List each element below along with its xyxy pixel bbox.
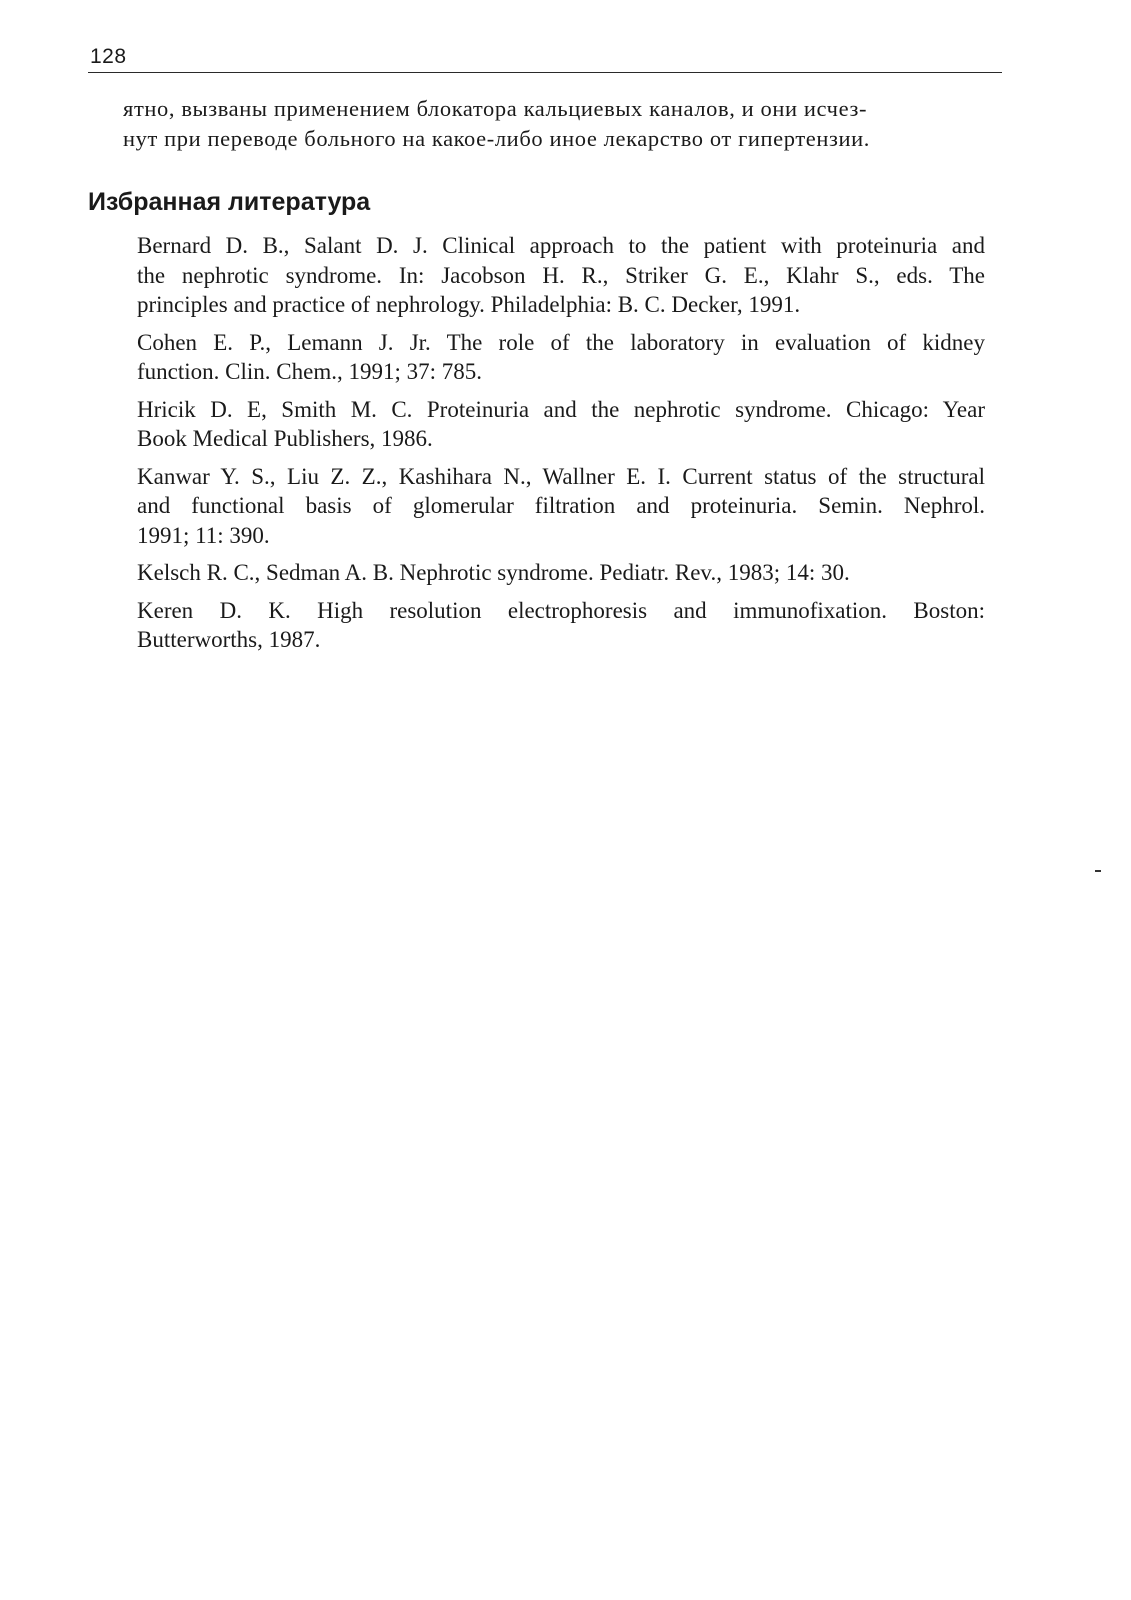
reference-line: Kelsch R. C., Sedman A. B. Nephrotic syndrome. Pediatr. Rev., 1983; 14: 30.	[137, 560, 850, 585]
reference-line: function. Clin. Chem., 1991; 37: 785.	[137, 359, 482, 384]
reference-item	[137, 462, 985, 551]
reference-line: Butterworths, 1987.	[137, 627, 321, 652]
page-number: 128	[90, 45, 127, 68]
reference-line: and functional basis of glomerular filtration and proteinuria. Semin. Nephrol.	[137, 493, 985, 518]
reference-line: Cohen E. P., Lemann J. Jr. The role of the laboratory in evaluation of kidney	[137, 329, 985, 355]
reference-line: Kanwar Y. S., Liu Z. Z., Kashihara N., Wallner E. I. Current status of the structural	[137, 463, 985, 489]
intro-paragraph	[123, 94, 985, 154]
reference-item	[137, 558, 985, 588]
reference-line: Bernard D. B., Salant D. J. Clinical approach to the patient with proteinuria and	[137, 233, 985, 258]
reference-item	[137, 596, 985, 655]
reference-line: principles and practice of nephrology. Philadelphia: B. C. Decker, 1991.	[137, 292, 801, 317]
reference-line: 1991; 11: 390.	[137, 522, 270, 548]
header-rule	[88, 72, 1002, 73]
reference-line: Book Medical Publishers, 1986.	[137, 426, 433, 451]
reference-item	[137, 395, 985, 454]
reference-list	[137, 231, 985, 663]
reference-line: the nephrotic syndrome. In: Jacobson H. R., Striker G. E., Klahr S., eds. The	[137, 262, 985, 288]
intro-line: ятно, вызваны применением блокатора кальциевых каналов, и они исчез-	[123, 96, 868, 121]
reference-line: Keren D. K. High resolution electrophoresis and immunofixation. Boston:	[137, 597, 985, 623]
reference-item	[137, 328, 985, 387]
reference-item	[137, 231, 985, 320]
section-heading: Избранная литература	[88, 188, 371, 216]
reference-line: Hricik D. E, Smith M. C. Proteinuria and the nephrotic syndrome. Chicago: Year	[137, 396, 985, 422]
intro-line: нут при переводе больного на какое-либо иное лекарство от гипертензии.	[123, 126, 870, 151]
scan-edge-mark	[1095, 870, 1101, 872]
